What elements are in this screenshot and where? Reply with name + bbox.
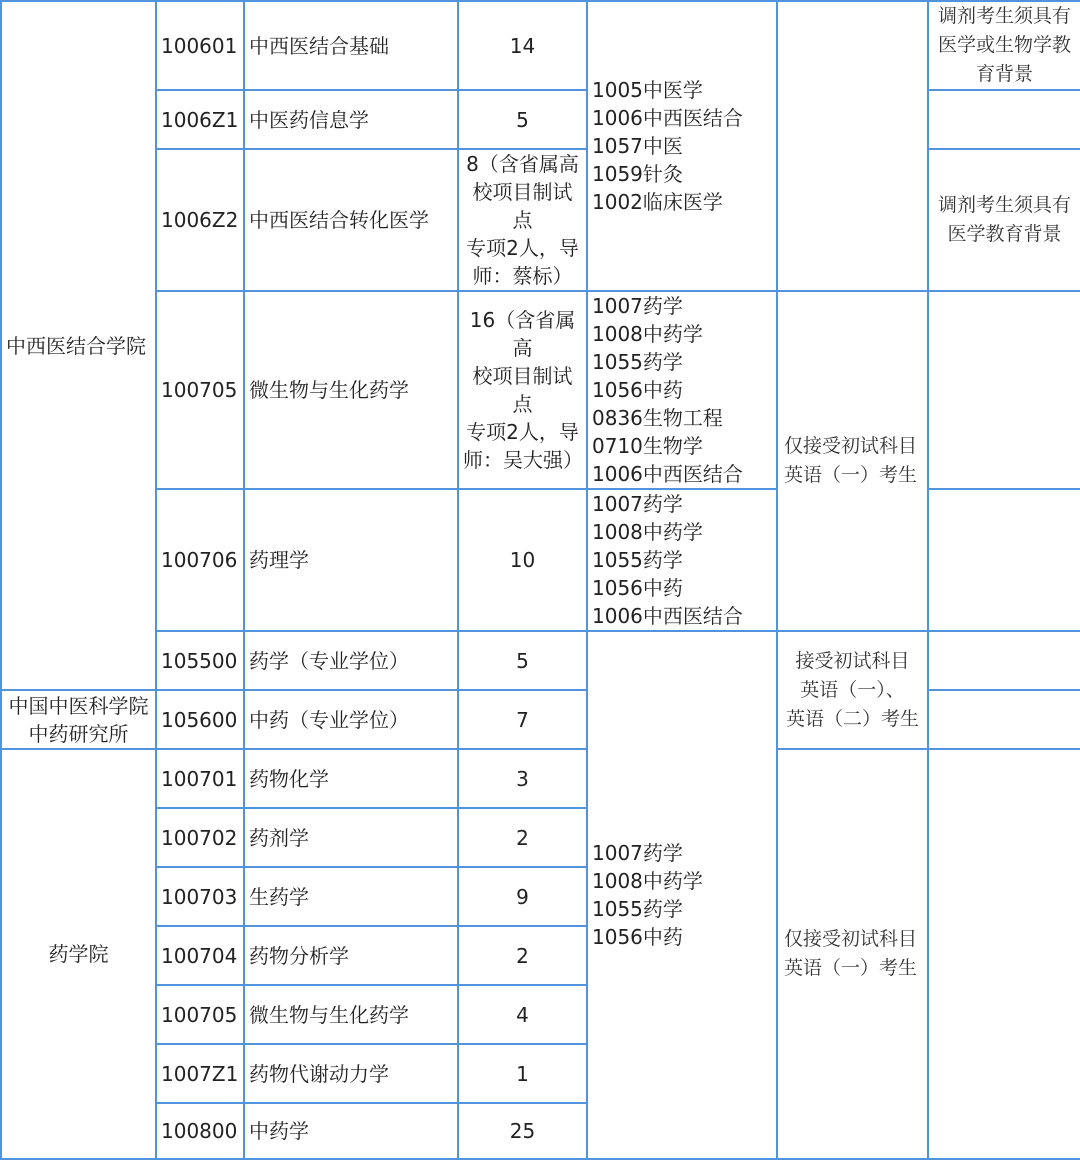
major-name: 药物化学: [244, 749, 458, 808]
planned-count: 7: [458, 690, 587, 749]
school-cell: 药学院: [1, 749, 156, 1159]
major-name: 中药（专业学位）: [244, 690, 458, 749]
remark-empty: [928, 749, 1080, 1159]
planned-count: 25: [458, 1103, 587, 1159]
major-name: 中药学: [244, 1103, 458, 1159]
major-code: 100705: [156, 985, 244, 1044]
planned-count: 10: [458, 489, 587, 631]
remark-empty: [928, 291, 1080, 489]
major-code: 100800: [156, 1103, 244, 1159]
planned-count: 16（含省属高 校项目制试点 专项2人，导 师：吴大强）: [458, 291, 587, 489]
planned-count: 5: [458, 90, 587, 149]
major-name: 生药学: [244, 867, 458, 926]
major-code: 100601: [156, 1, 244, 90]
planned-count: 3: [458, 749, 587, 808]
source-majors: 1007药学 1008中药学 1055药学 1056中药 1006中西医结合: [587, 489, 777, 631]
major-code: 100703: [156, 867, 244, 926]
planned-count: 1: [458, 1044, 587, 1103]
major-name: 中西医结合转化医学: [244, 149, 458, 291]
table-row: [1, 1, 1080, 90]
source-majors: 1005中医学 1006中西医结合 1057中医 1059针灸 1002临床医学: [587, 1, 777, 291]
exam-requirement: 接受初试科目 英语（一）、 英语（二）考生: [777, 631, 928, 749]
remark-empty: [928, 489, 1080, 631]
remark-empty: [928, 631, 1080, 690]
remark-empty: [928, 90, 1080, 149]
exam-requirement-empty: [777, 1, 928, 291]
planned-count: 9: [458, 867, 587, 926]
school-cell: 中国中医科学院 中药研究所: [1, 690, 156, 749]
major-code: 1006Z1: [156, 90, 244, 149]
planned-count: 5: [458, 631, 587, 690]
major-name: 药理学: [244, 489, 458, 631]
exam-requirement: 仅接受初试科目 英语（一）考生: [777, 749, 928, 1159]
school-cell: 中西医结合学院: [1, 1, 156, 690]
major-name: 药物代谢动力学: [244, 1044, 458, 1103]
planned-count: 2: [458, 926, 587, 985]
remark-empty: [928, 690, 1080, 749]
major-code: 105600: [156, 690, 244, 749]
major-code: 1007Z1: [156, 1044, 244, 1103]
major-code: 100704: [156, 926, 244, 985]
planned-count: 2: [458, 808, 587, 867]
major-code: 100706: [156, 489, 244, 631]
table-row: [1, 291, 1080, 489]
table-row: [1, 631, 1080, 690]
source-majors: 1007药学 1008中药学 1055药学 1056中药: [587, 631, 777, 1159]
major-name: 药学（专业学位）: [244, 631, 458, 690]
planned-count: 14: [458, 1, 587, 90]
planned-count: 4: [458, 985, 587, 1044]
table-row: [1, 749, 1080, 808]
major-code: 105500: [156, 631, 244, 690]
planned-count: 8（含省属高 校项目制试点 专项2人，导 师：蔡标）: [458, 149, 587, 291]
major-name: 微生物与生化药学: [244, 291, 458, 489]
major-name: 中医药信息学: [244, 90, 458, 149]
major-code: 100705: [156, 291, 244, 489]
major-code: 100701: [156, 749, 244, 808]
remark-cell: 调剂考生须具有 医学或生物学教 育背景: [928, 1, 1080, 90]
major-name: 药剂学: [244, 808, 458, 867]
major-code: 1006Z2: [156, 149, 244, 291]
major-name: 微生物与生化药学: [244, 985, 458, 1044]
remark-cell: 调剂考生须具有 医学教育背景: [928, 149, 1080, 291]
major-code: 100702: [156, 808, 244, 867]
major-name: 药物分析学: [244, 926, 458, 985]
major-name: 中西医结合基础: [244, 1, 458, 90]
source-majors: 1007药学 1008中药学 1055药学 1056中药 0836生物工程 0710生物学 1006中西医结合: [587, 291, 777, 489]
exam-requirement: 仅接受初试科目 英语（一）考生: [777, 291, 928, 631]
